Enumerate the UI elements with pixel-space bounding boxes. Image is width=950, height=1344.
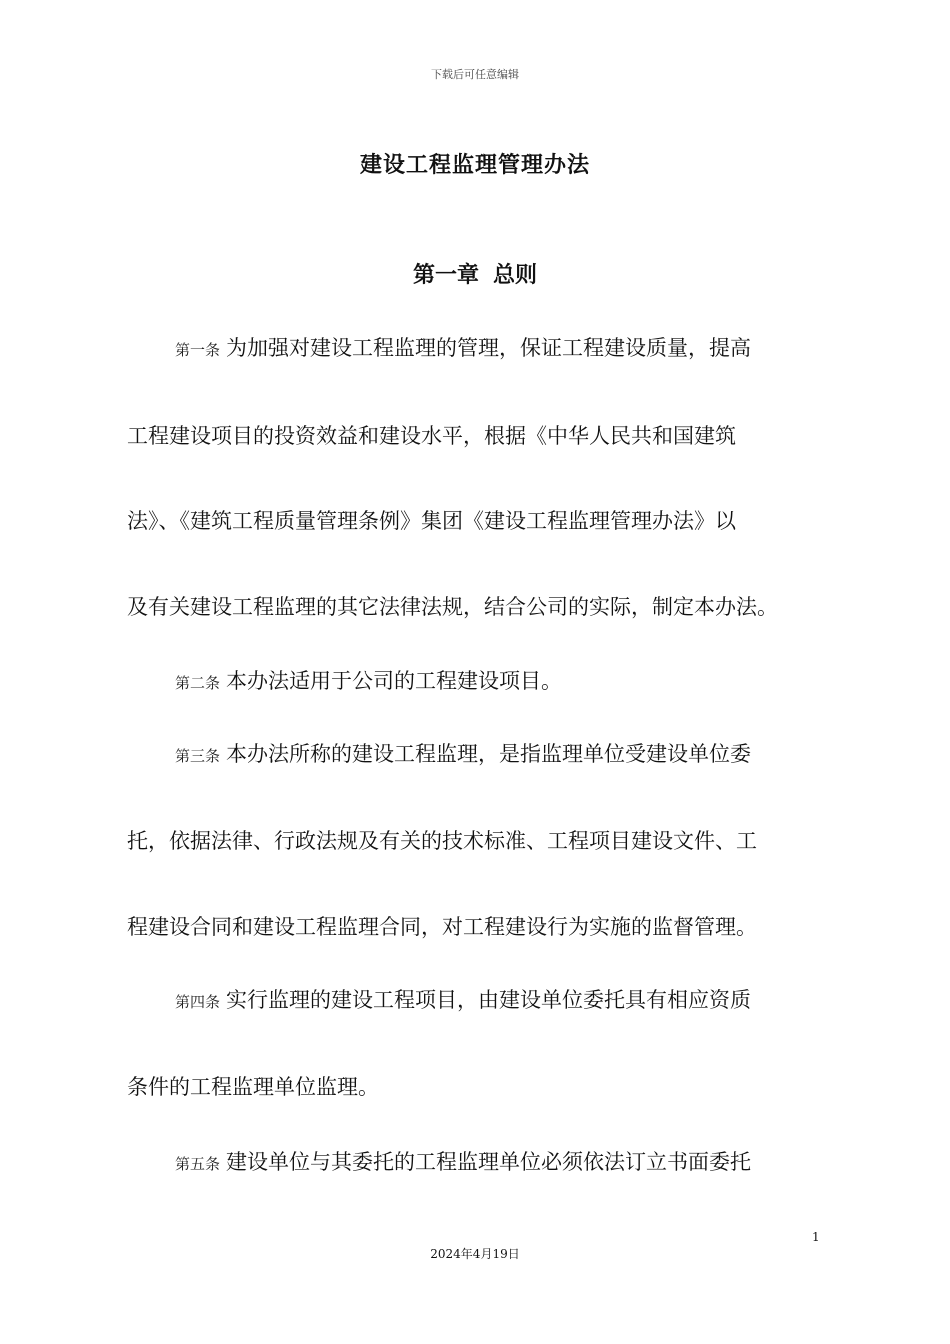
article-text: 法》、《建筑工程质量管理条例》集团《建设工程监理管理办法》以 (127, 509, 736, 533)
article-text: 为加强对建设工程监理的管理，保证工程建设质量，提高 (226, 336, 752, 360)
article-1-line-3 (127, 506, 736, 536)
article-4-line-1 (175, 985, 751, 1015)
article-label: 第三条 (175, 747, 221, 765)
article-text: 建设单位与其委托的工程监理单位必须依法订立书面委托 (226, 1150, 752, 1174)
article-text: 条件的工程监理单位监理。 (127, 1075, 379, 1099)
chapter-heading (0, 258, 950, 289)
article-1-line-4 (127, 592, 778, 622)
article-text: 本办法所称的建设工程监理，是指监理单位受建设单位委 (226, 742, 752, 766)
article-text: 工程建设项目的投资效益和建设水平，根据《中华人民共和国建筑 (127, 424, 736, 448)
article-4-line-2 (127, 1072, 379, 1102)
article-3-line-2 (127, 826, 757, 856)
article-3-line-1 (175, 739, 751, 769)
article-text: 托，依据法律、行政法规及有关的技术标准、工程项目建设文件、工 (127, 829, 757, 853)
article-text: 实行监理的建设工程项目，由建设单位委托具有相应资质 (226, 988, 752, 1012)
article-1-line-2 (127, 421, 736, 451)
page-number: 1 (812, 1230, 820, 1244)
article-1-line-1 (175, 333, 751, 363)
article-3-line-3 (127, 912, 757, 942)
article-label: 第五条 (175, 1155, 221, 1173)
document-title: 建设工程监理管理办法 (359, 153, 590, 178)
article-5-line-1 (175, 1147, 751, 1177)
article-label: 第一条 (175, 341, 221, 359)
article-text: 本办法适用于公司的工程建设项目。 (226, 669, 563, 693)
page-header: 下载后可任意编辑 (431, 68, 519, 81)
article-label: 第四条 (175, 993, 221, 1011)
footer-date: 2024年4月19日 (430, 1247, 520, 1261)
article-text: 及有关建设工程监理的其它法律法规，结合公司的实际，制定本办法。 (127, 595, 778, 619)
article-label: 第二条 (175, 674, 221, 692)
chapter-number: 第一章 (412, 263, 479, 288)
article-2-line-1 (175, 666, 562, 696)
chapter-name: 总则 (493, 263, 538, 288)
article-text: 程建设合同和建设工程监理合同，对工程建设行为实施的监督管理。 (127, 915, 757, 939)
